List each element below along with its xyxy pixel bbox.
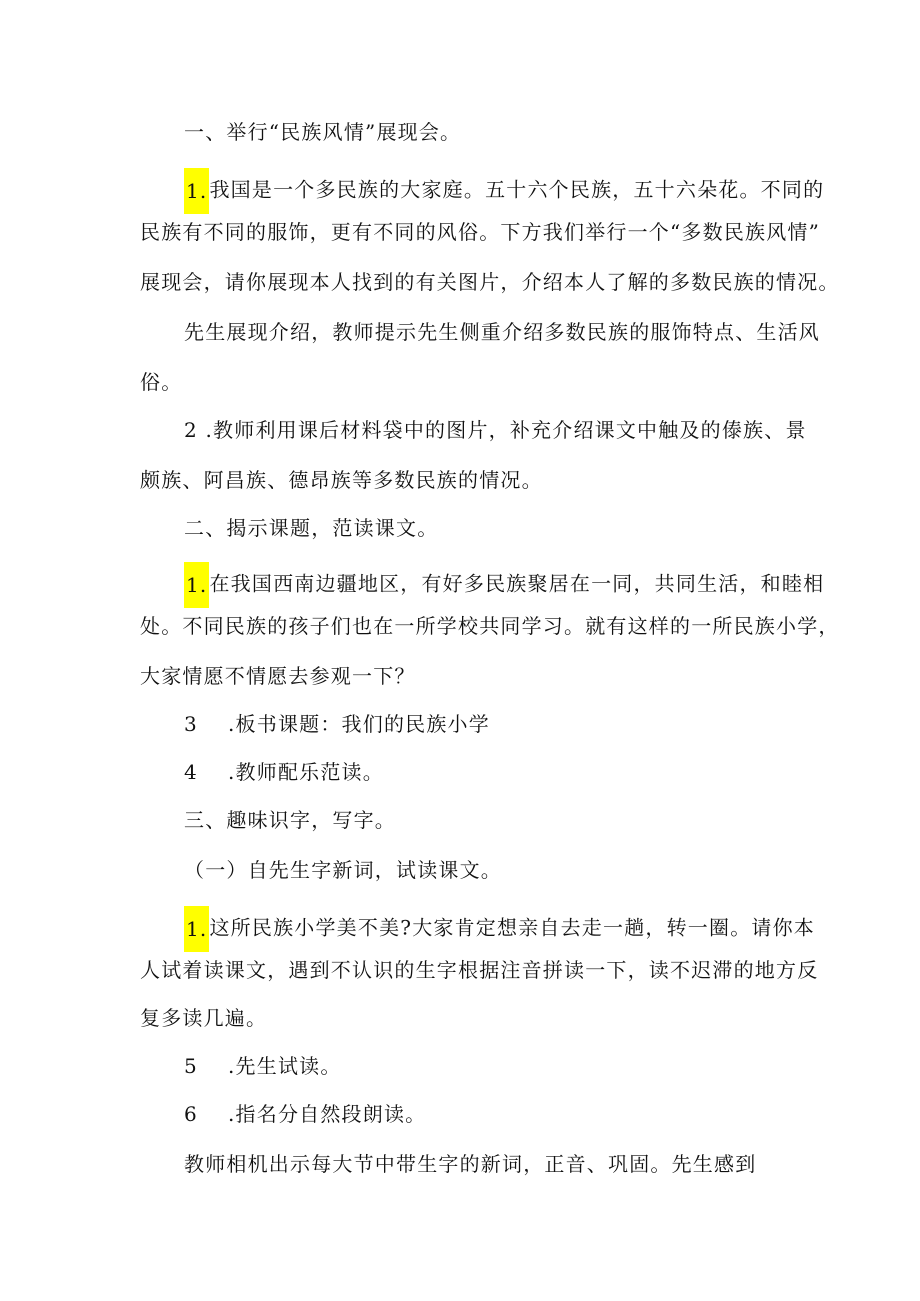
paragraph-text: 这所民族小学美不美?大家肯定想亲自去走一趟，转一圈。请你本 xyxy=(209,915,816,940)
paragraph-line: 民族有不同的服饰，更有不同的风俗。下方我们举行一个“多数民族风情” xyxy=(140,220,821,244)
paragraph-text: .教师配乐范读。 xyxy=(228,760,384,784)
paragraph-line: 人试着读课文，遇到不认识的生字根据注音拼读一下，读不迟滞的地方反 xyxy=(140,958,819,982)
paragraph-line xyxy=(184,906,844,952)
paragraph-line xyxy=(184,168,844,214)
paragraph-line: 复多读几遍。 xyxy=(140,1006,268,1030)
list-number: 6 xyxy=(184,1102,198,1126)
paragraph-line: 教师相机出示每大节中带生字的新词，正音、巩固。先生感到 xyxy=(184,1152,757,1176)
paragraph-line: 处。不同民族的孩子们也在一所学校共同学习。就有这样的一所民族小学， xyxy=(140,614,840,638)
list-number: 5 xyxy=(184,1054,198,1078)
paragraph-line: 展现会，请你展现本人找到的有关图片，介绍本人了解的多数民族的情况。 xyxy=(140,270,840,294)
highlighted-number: 1. xyxy=(184,562,209,608)
paragraph-line: 先生展现介绍，教师提示先生侧重介绍多数民族的服饰特点、生活风 xyxy=(184,320,820,344)
heading-section-1: 一、举行“民族风情”展现会。 xyxy=(184,120,462,144)
heading-section-2: 二、揭示课题，范读课文。 xyxy=(184,516,439,540)
paragraph-text: .先生试读。 xyxy=(228,1054,342,1078)
subheading: （一）自先生字新词，试读课文。 xyxy=(184,858,502,882)
paragraph-line xyxy=(184,562,844,608)
paragraph-line: 2 .教师利用课后材料袋中的图片，补充介绍课文中触及的傣族、景 xyxy=(184,418,807,442)
paragraph-line: 颇族、阿昌族、德昂族等多数民族的情况。 xyxy=(140,468,543,492)
highlighted-number: 1. xyxy=(184,168,209,214)
paragraph-line xyxy=(184,1052,844,1080)
paragraph-line xyxy=(184,1100,844,1128)
heading-section-3: 三、趣味识字，写字。 xyxy=(184,808,396,832)
paragraph-line xyxy=(184,710,844,738)
paragraph-text: .指名分自然段朗读。 xyxy=(228,1102,427,1126)
paragraph-text: 我国是一个多民族的大家庭。五十六个民族，五十六朵花。不同的 xyxy=(209,177,825,202)
list-number: 4 xyxy=(184,760,198,784)
paragraph-line xyxy=(184,758,844,786)
paragraph-text: 在我国西南边疆地区，有好多民族聚居在一同，共同生活，和睦相 xyxy=(209,571,825,596)
list-number: 3 xyxy=(184,712,198,736)
highlighted-number: 1. xyxy=(184,906,209,952)
paragraph-line: 大家情愿不情愿去参观一下？ xyxy=(140,664,416,688)
paragraph-line: 俗。 xyxy=(140,370,183,394)
paragraph-text: .板书课题：我们的民族小学 xyxy=(228,712,490,736)
